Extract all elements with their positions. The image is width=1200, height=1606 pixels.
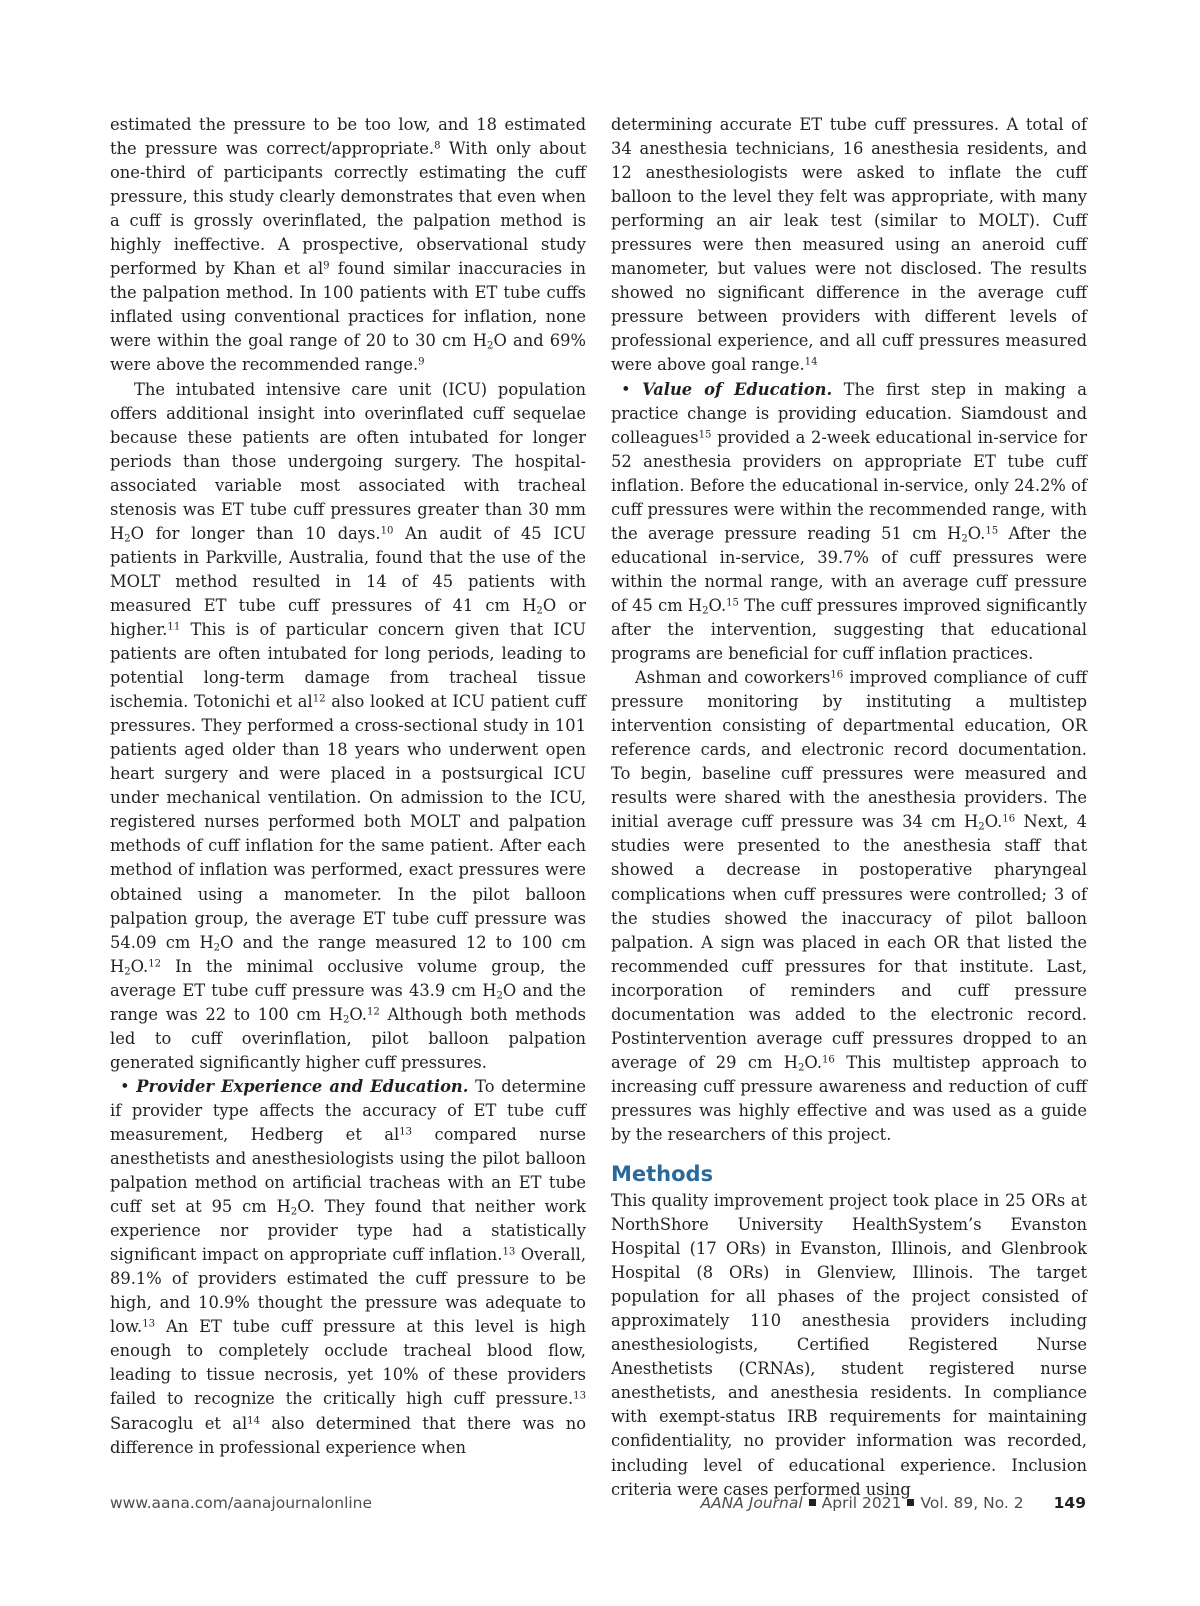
paragraph-methods: This quality improvement project took place in 25 ORs at NorthShore University HealthSystem’s Evanston Hospital (17 ORs) in Evanston, Illinois, and Glenbrook Hospital (8 ORs) in Glenview, Illinois. The target population for all phases of the project consisted of approximately 110 anesthesia providers including anesthesiologists, Certified Registered Nurse Anesthetists (CRNAs), student registered nurse anesthetists, and anesthesia residents. In compliance with exempt-status IRB requirements for maintaining confidentiality, no provider information was recorded, including level of educational experience. Inclusion criteria were cases performed using [611, 1191, 1087, 1499]
paragraph-professional-experience: determining accurate ET tube cuff pressures. A total of 34 anesthesia technicians, 16 anesthesia residents, and 12 anesthesiologists were asked to inflate the cuff balloon to the level they felt was appropriate, with many performing an air leak test (similar to MOLT). Cuff pressures were then measured using an aneroid cuff manometer, but values were not disclosed. The results showed no significant difference in the average cuff pressure between providers with different levels of professional experience, and all cuff pressures measured were above goal range.$^{14}$ [611, 115, 1087, 375]
reference-15: 15 [698, 429, 712, 441]
page-number: 149 [1053, 1494, 1086, 1512]
right-column [611, 113, 1087, 1502]
paragraph-palpation-accuracy: estimated the pressure to be too low, and 18 estimated the pressure was correct/appropriate.$^8$ With only about one-third of participants correctly estimating the cuff pressure, this study clearly demonstrates that even when a cuff is grossly overinflated, the palpation method is highly ineffective. A prospective, observational study performed by Khan et $al^9$ found similar inaccuracies in the palpation method. In 100 patients with ET tube cuffs inflated using conventional practices for inflation, none were within the goal range of 20 to 30 cm $H_2O$ and 69% were above the recommended range.$^9$ [110, 115, 586, 375]
paragraph-provider-experience: • Provider Experience and Education. To determine if provider type affects the accuracy of ET tube cuff measurement, Hedberg et $al^{13}$ compared nurse anesthetists and anesthesiologists using the pilot balloon palpation method on artificial tracheas with an ET tube cuff set at 95 cm $H_2O$. They found that neither work experience nor provider type had a statistically significant impact on appropriate cuff inflation.$^{13}$ Overall, 89.1% of providers estimated the cuff pressure to be high, and 10.9% thought the pressure was adequate to low.$^{13}$ An ET tube cuff pressure at this level is high enough to completely occlude tracheal blood flow, leading to tissue necrosis, yet 10% of these providers failed to recognize the critically high cuff pressure.$^{13}$ Saracoglu et $al^{14}$ also determined that there was no difference in professional experience when [110, 1076, 587, 1457]
reference-12: 12 [148, 958, 162, 970]
reference-13: 13 [502, 1246, 516, 1258]
section-heading-methods: Methods [611, 1162, 714, 1187]
reference-16: 16 [830, 669, 844, 681]
reference-15: 15 [985, 525, 999, 537]
reference-15: 15 [726, 597, 739, 609]
paragraph-ashman-study: Ashman and coworkers$^{16}$ improved compliance of cuff pressure monitoring by instituting a multistep intervention consisting of departmental education, OR reference cards, and electronic record documentation. To begin, baseline cuff pressures were measured and results were shared with the anesthesia providers. The initial average cuff pressure was 34 cm $H_2O.^{16}$ Next, 4 studies were presented to the anesthesia staff that showed a decrease in postoperative pharyngeal complications when cuff pressures were controlled; 3 of the studies showed the inaccuracy of pilot balloon palpation. A sign was placed in each OR that listed the recommended cuff pressures for that institute. Last, incorporation of reminders and cuff pressure documentation was added to the electronic record. Postintervention average cuff pressures dropped to an average of 29 cm $H_2O.^{16}$ This multistep approach to increasing cuff pressure awareness and reduction of cuff pressures was highly effective and was used as a guide by the researchers of this project. [611, 668, 1087, 1144]
reference-9: 9 [418, 356, 425, 368]
run-in-heading: Provider Experience and Education. [136, 1076, 469, 1096]
journal-citation [700, 1494, 1086, 1512]
reference-13: 13 [573, 1390, 586, 1402]
bullet: • [621, 379, 631, 399]
reference-8: 8 [434, 140, 441, 152]
page-footer [110, 1494, 1086, 1518]
reference-14: 14 [804, 356, 818, 368]
reference-12: 12 [366, 1006, 380, 1018]
reference-13: 13 [142, 1318, 156, 1330]
volume-number: Vol. 89, No. 2 [920, 1494, 1024, 1512]
reference-14: 14 [247, 1414, 261, 1426]
reference-13: 13 [399, 1126, 413, 1138]
reference-16: 16 [1002, 813, 1016, 825]
paragraph-icu-population: The intubated intensive care unit (ICU) population offers additional insight into overinflated cuff sequelae because these patients are often intubated for longer periods than those undergoing surgery. The hospital-associated variable most associated with tracheal stenosis was ET tube cuff pressures greater than 30 mm $H_2O$ for longer than 10 days.$^{10}$ An audit of 45 ICU patients in Parkville, Australia, found that the use of the MOLT method resulted in 14 of 45 patients with measured ET tube cuff pressures of 41 cm $H_2O$ or higher.$^{11}$ This is of particular concern given that ICU patients are often intubated for long periods, leading to potential long-term damage from tracheal tissue ischemia. Totonichi et $al^{12}$ also looked at ICU patient cuff pressures. They performed a cross-sectional study in 101 patients aged older than 18 years who underwent open heart surgery and were placed in a postsurgical ICU under mechanical ventilation. On admission to the ICU, registered nurses performed both MOLT and palpation methods of cuff inflation for the same patient. After each method of inflation was performed, exact pressures were obtained using a manometer. In the pilot balloon palpation group, the average ET tube cuff pressure was 54.09 cm $H_2O$ and the range measured 12 to 100 cm $H_2O.^{12}$ In the minimal occlusive volume group, the average ET tube cuff pressure was 43.9 cm $H_2O$ and the range was 22 to 100 cm $H_2O.^{12}$ Although both methods led to cuff overinflation, pilot balloon palpation generated significantly higher cuff pressures. [110, 379, 587, 1072]
issue-date: April 2021 [821, 1494, 902, 1512]
left-column [110, 113, 586, 1460]
journal-url-link[interactable]: www.aana.com/aanajournalonline [110, 1494, 373, 1512]
reference-12: 12 [312, 693, 326, 705]
bullet: • [120, 1076, 130, 1096]
reference-16: 16 [822, 1054, 835, 1066]
square-separator-icon [809, 1499, 816, 1506]
journal-name: AANA Journal [700, 1494, 803, 1512]
run-in-heading: Value of Education. [642, 379, 833, 399]
paragraph-value-of-education: • Value of Education. The first step in making a practice change is providing education. Siamdoust and colleagues$^{15}$ provided a 2-week educational in-service for 52 anesthesia providers on appropriate ET tube cuff inflation. Before the educational in-service, only 24.2% of cuff pressures were within the recommended range, with the average pressure reading 51 cm $H_2O.^{15}$ After the educational in-service, 39.7% of cuff pressures were within the normal range, with an average cuff pressure of 45 cm $H_2O.^{15}$ The cuff pressures improved significantly after the intervention, suggesting that educational programs are beneficial for cuff inflation practices. [611, 379, 1087, 664]
square-separator-icon [907, 1499, 914, 1506]
reference-10: 10 [380, 525, 394, 537]
reference-11: 11 [167, 621, 181, 633]
reference-9: 9 [323, 260, 330, 272]
